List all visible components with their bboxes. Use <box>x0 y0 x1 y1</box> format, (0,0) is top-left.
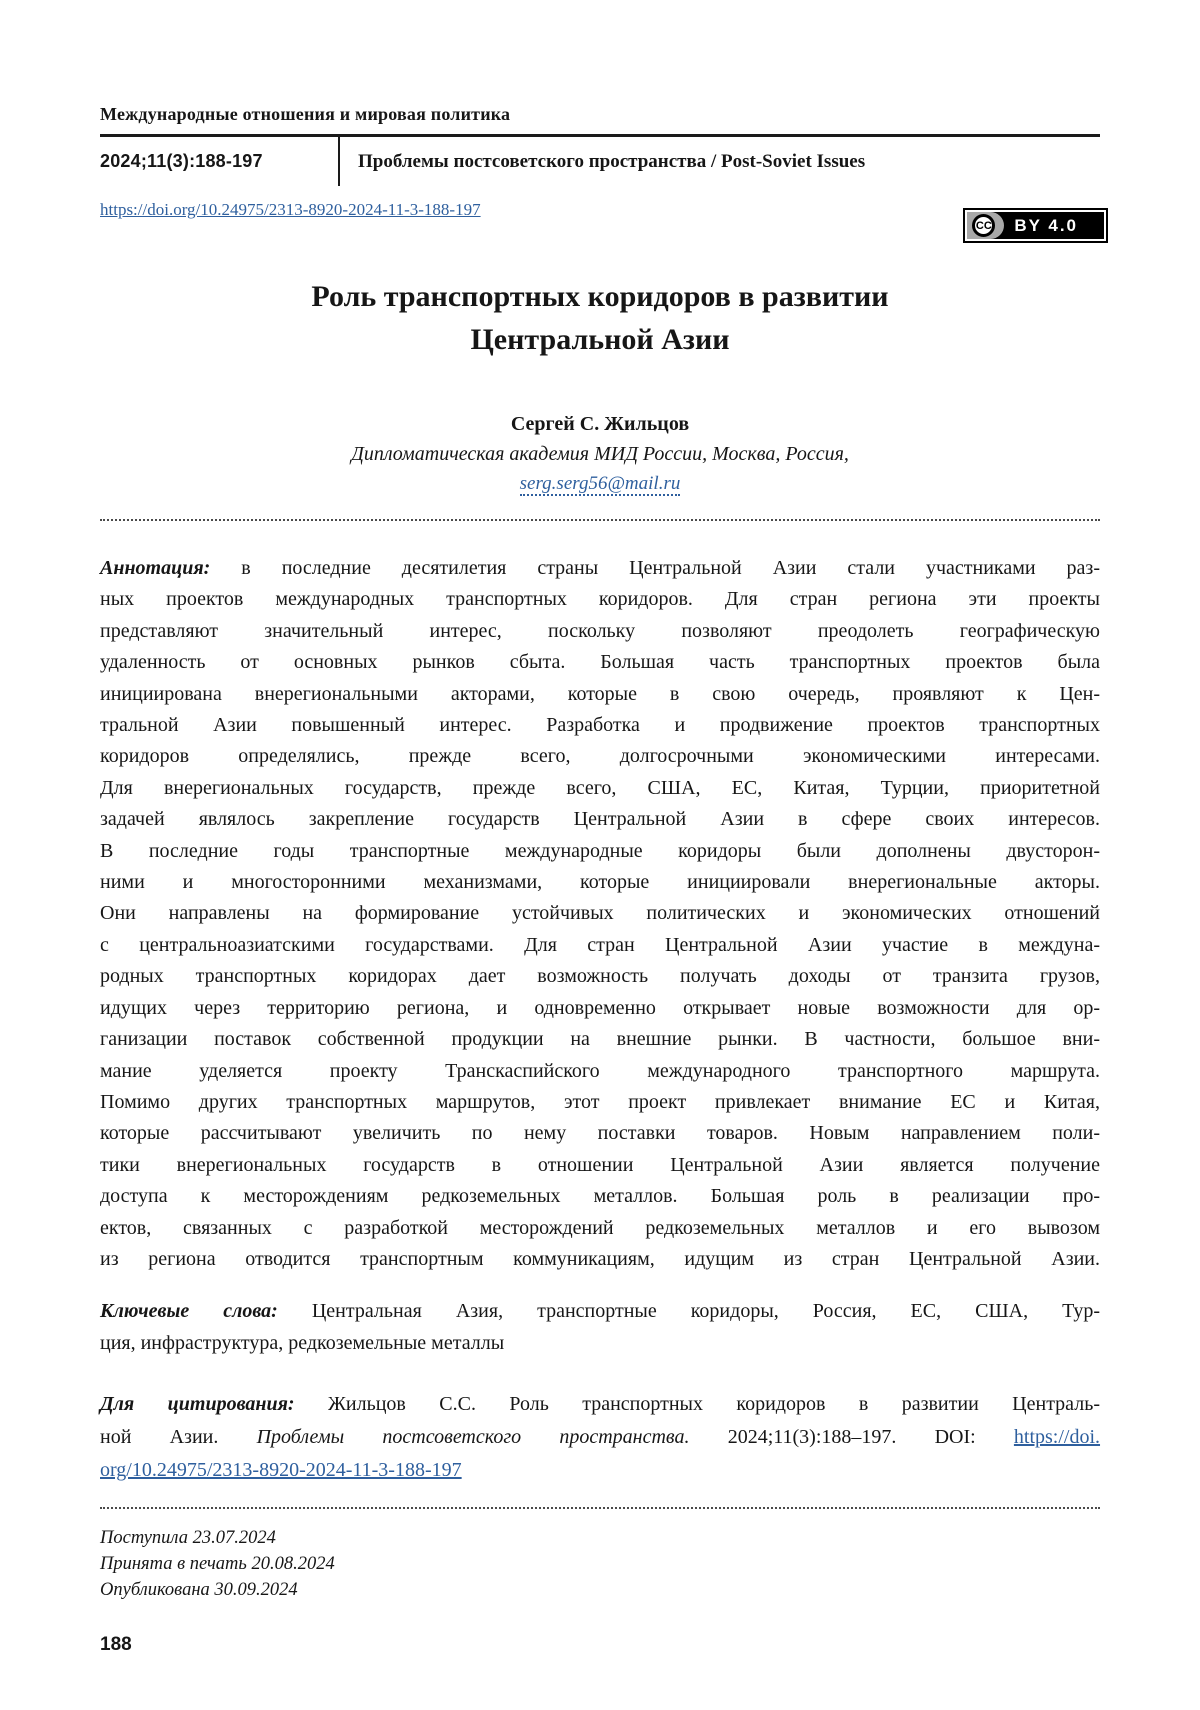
abstract-line: инициирована внерегиональными акторами, которые в свою очередь, проявляют к Цен- <box>100 682 1100 705</box>
citation-line1 <box>100 1388 1100 1421</box>
cc-circle-glyph: CC <box>972 214 995 237</box>
abstract-line: задачей являлось закрепление государств Центральной Азии в сфере своих интересов. <box>100 808 1100 831</box>
journal-name: Проблемы постсоветского пространства / Post-Soviet Issues <box>358 150 866 172</box>
citation-line2-text2: 2024;11(3):188–197. DOI: <box>727 1426 1014 1449</box>
date-received: Поступила 23.07.2024 <box>100 1528 276 1549</box>
abstract-line: мание уделяется проекту Транскаспийского международного транспортного маршрута. <box>100 1059 1100 1082</box>
dotted-separator-bottom <box>100 1507 1100 1509</box>
abstract-first-line-text: в последние десятилетия страны Центральной Азии стали участниками раз- <box>241 557 1100 579</box>
email-line <box>100 473 1100 495</box>
abstract-line: доступа к месторождениям редкоземельных металлов. Большая роль в реализации про- <box>100 1185 1100 1208</box>
article-title-line2: Центральной Азии <box>470 323 730 356</box>
doi-link[interactable]: https://doi.org/10.24975/2313-8920-2024-11-3-188-197 <box>100 200 481 219</box>
keywords-block <box>100 1296 1100 1359</box>
article-dates <box>100 1525 1100 1603</box>
cc-by-license-badge[interactable] <box>963 208 1108 243</box>
abstract-line: из региона отводится транспортным коммуникациям, идущим из стран Центральной Азии. <box>100 1247 1100 1270</box>
abstract-line: Для внерегиональных государств, прежде всего, США, ЕС, Китая, Турции, приоритетной <box>100 776 1100 799</box>
abstract-line: коридоров определялись, прежде всего, долгосрочными экономическими интересами. <box>100 745 1100 768</box>
citation-block <box>100 1388 1100 1487</box>
cc-license-label: BY 4.0 <box>1014 215 1078 235</box>
email-link[interactable]: serg.serg56@mail.ru <box>519 473 681 494</box>
abstract-line: ных проектов международных транспортных коридоров. Для стран региона эти проекты <box>100 588 1100 611</box>
abstract-line: В последние годы транспортные международные коридоры были дополнены двусторон- <box>100 839 1100 862</box>
keywords-first-line-text: Центральная Азия, транспортные коридоры, Россия, ЕС, США, Тур- <box>311 1300 1100 1323</box>
journal-header-row <box>100 134 1100 186</box>
citation-line1-text: Жильцов С.С. Роль транспортных коридоров в развитии Централь- <box>327 1393 1100 1416</box>
citation-label: Для цитирования: <box>100 1393 295 1416</box>
section-header: Международные отношения и мировая политика <box>100 104 511 124</box>
abstract-first-line <box>100 553 1100 584</box>
abstract-line: ектов, связанных с разработкой месторождений редкоземельных металлов и его вывозом <box>100 1216 1100 1239</box>
abstract-line: ними и многосторонними механизмами, которые инициировали внерегиональные акторы. <box>100 871 1100 894</box>
citation-doi-link-part2[interactable]: org/10.24975/2313-8920-2024-11-3-188-197 <box>100 1459 462 1482</box>
dotted-separator-top <box>100 519 1100 521</box>
abstract-line: Они направлены на формирование устойчивых политических и экономических отношений <box>100 902 1100 925</box>
abstract-line: которые рассчитывают увеличить по нему поставки товаров. Новым направлением поли- <box>100 1122 1100 1145</box>
abstract-line: ганизации поставок собственной продукции на внешние рынки. В частности, большое вни- <box>100 1028 1100 1051</box>
article-title <box>100 275 1100 361</box>
abstract-lines <box>100 584 1100 1275</box>
citation-journal-name: Проблемы постсоветского пространства. <box>256 1426 690 1449</box>
abstract-line: тральной Азии повышенный интерес. Разработка и продвижение проектов транспортных <box>100 714 1100 737</box>
keywords-first-line <box>100 1296 1100 1327</box>
issue-info: 2024;11(3):188-197 <box>100 151 263 171</box>
abstract-line: родных транспортных коридорах дает возможность получать доходы от транзита грузов, <box>100 965 1100 988</box>
author-name: Сергей С. Жильцов <box>510 413 690 435</box>
abstract-line: удаленность от основных рынков сбыта. Большая часть транспортных проектов была <box>100 651 1100 674</box>
abstract-line: представляют значительный интерес, поскольку позволяют преодолеть географическую <box>100 619 1100 642</box>
citation-line2 <box>100 1421 1100 1454</box>
abstract-line: тики внерегиональных государств в отношении Центральной Азии является получение <box>100 1153 1100 1176</box>
doi-row <box>100 198 1100 243</box>
author-affiliation: Дипломатическая академия МИД России, Москва, Россия, <box>351 443 849 465</box>
abstract-label: Аннотация: <box>100 557 211 579</box>
date-accepted: Принята в печать 20.08.2024 <box>100 1554 335 1575</box>
cc-icon <box>967 212 1004 239</box>
citation-line3 <box>100 1454 1100 1487</box>
citation-doi-link-part1[interactable]: https://doi. <box>1013 1426 1101 1449</box>
abstract-line: с центральноазиатскими государствами. Для стран Центральной Азии участие в междуна- <box>100 933 1100 956</box>
abstract-line: идущих через территорию региона, и одновременно открывает новые возможности для ор- <box>100 996 1100 1019</box>
abstract-line: Помимо других транспортных маршрутов, этот проект привлекает внимание ЕС и Китая, <box>100 1090 1100 1113</box>
article-title-line1: Роль транспортных коридоров в развитии <box>311 280 889 313</box>
keywords-label: Ключевые слова: <box>100 1300 278 1323</box>
cc-badge-inner <box>967 212 1104 239</box>
citation-line2-text1: ной Азии. <box>100 1426 257 1449</box>
abstract-block <box>100 553 1100 1275</box>
date-published: Опубликована 30.09.2024 <box>100 1580 298 1601</box>
keywords-last-line: ция, инфраструктура, редкоземельные металлы <box>100 1331 505 1354</box>
page-number: 188 <box>100 1634 132 1655</box>
